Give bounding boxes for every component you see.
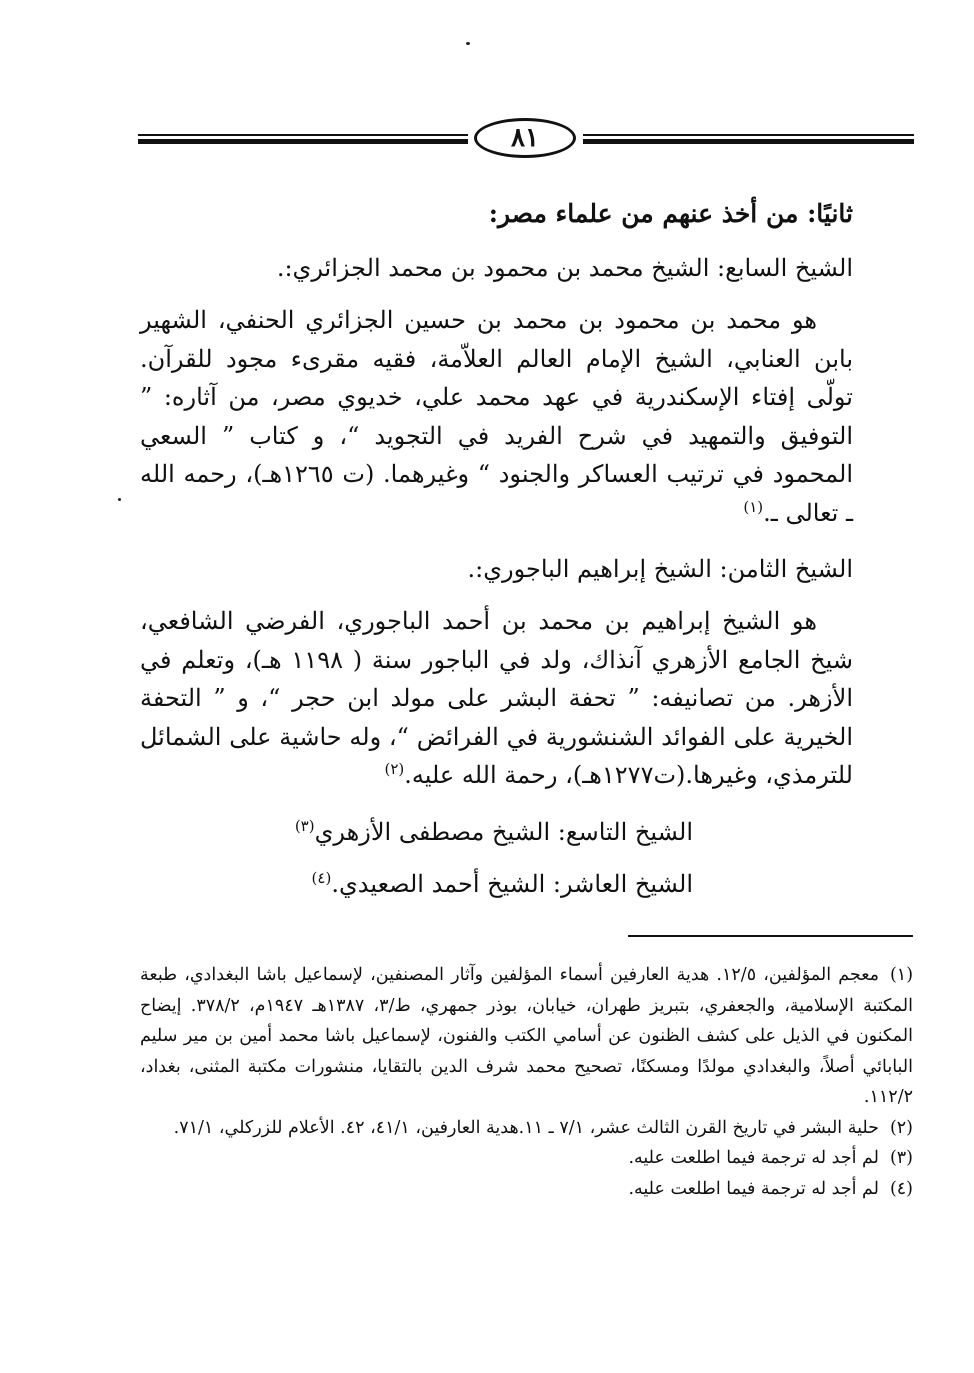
- footnote: [140, 960, 913, 1113]
- footnote-text: لم أجد له ترجمة فيما اطلعت عليه.: [628, 1148, 879, 1168]
- footnote-number: (٢): [889, 1117, 913, 1138]
- footnote-number: (٤): [889, 1178, 913, 1199]
- footnote-ref: (٣): [294, 816, 315, 835]
- footnote-number: (١): [889, 965, 914, 985]
- page-header: [138, 118, 914, 162]
- page-number: ٨١: [474, 118, 576, 158]
- short-entries: [140, 813, 853, 903]
- footnote-text: حلية البشر في تاريخ القرن الثالث عشر، ٧/١ ـ ١١.هدية العارفين، ٤١/١، ٤٢. الأعلام للزركلي، ٧١/١.: [173, 1117, 879, 1138]
- entry-heading: الشيخ السابع: الشيخ محمد بن محمود بن محمد الجزائري:.: [276, 254, 853, 282]
- entry-heading: الشيخ الثامن: الشيخ إبراهيم الباجوري:.: [467, 555, 853, 583]
- entry-body: هو محمد بن محمود بن محمد بن حسين الجزائري الحنفي، الشهير بابن العنابي، الشيخ الإمام العالم العلاّمة، فقيه مقرىء مجود للقرآن. تولّى إفتاء الإسكندرية في عهد محمد علي، خديوي مصر، من آثاره: ” التوفيق والتمهيد في شرح الفريد في التجويد “، و كتاب ” السعي المحمود في ترتيب العساكر والجنود “ وغيرهما. (ت ١٢٦٥هـ)، رحمه الله ـ تعالى ـ.$^{(١)}$: [140, 306, 854, 527]
- entry-heading: الشيخ التاسع: الشيخ مصطفى الأزهري$^{(٣)}$: [294, 816, 693, 846]
- entry-heading: الشيخ العاشر: الشيخ أحمد الصعيدي.$^{(٤)}$: [311, 868, 693, 898]
- footnote: [140, 1113, 913, 1144]
- header-rule-right: [583, 134, 914, 146]
- footnote-text: معجم المؤلفين، ١٢/٥. هدية العارفين أسماء المؤلفين وآثار المصنفين، لإسماعيل باشا البغدادي، طبعة المكتبة الإسلامية، والجعفري، بتبريز طهران، خيابان، بوذر جمهري، ط/٣، ١٣٨٧هـ ١٩٤٧م، ٣٧٨/٢. إيضاح المكنون في الذيل على كشف الظنون عن أسامي الكتب والفنون، لإسماعيل باشا محمد أمين بن مير سليم البابائي أصلاً، والبغدادي مولدًا ومسكنًا، تصحيح محمد شرف الدين بالتقايا، منشورات مكتبة المثنى، بغداد، ١١٢/٢.: [140, 965, 913, 1107]
- footnote-number: (٣): [889, 1148, 913, 1168]
- footnote-ref: (٢): [384, 760, 405, 778]
- footnote: [140, 1174, 913, 1205]
- footnote: [140, 1143, 913, 1174]
- section-title: ثانيًا: من أخذ عنهم من علماء مصر:: [488, 199, 853, 228]
- footnote-ref: (٤): [311, 868, 332, 887]
- footnotes: [140, 960, 913, 1204]
- scan-speck: [118, 498, 121, 501]
- entry-body: هو الشيخ إبراهيم بن محمد بن أحمد الباجوري، الفرضي الشافعي، شيخ الجامع الأزهري آنذاك، ولد في الباجور سنة ( ١١٩٨ هـ)، وتعلم في الأزهر. من تصانيفه: ” تحفة البشر على مولد ابن حجر “، و ” التحفة الخيرية على الفوائد الشنشورية في الفرائض “، وله حاشية على الشمائل للترمذي، وغيرها.(ت١٢٧٧هـ)، رحمة الله عليه.$^{(٢)}$: [140, 607, 853, 789]
- main-text: [140, 195, 853, 917]
- footnote-text: لم أجد له ترجمة فيما اطلعت عليه.: [628, 1178, 879, 1199]
- header-rule-left: [138, 134, 468, 146]
- footnote-ref: (١): [743, 497, 764, 516]
- footnote-separator: [628, 935, 913, 937]
- scan-speck: [466, 42, 470, 45]
